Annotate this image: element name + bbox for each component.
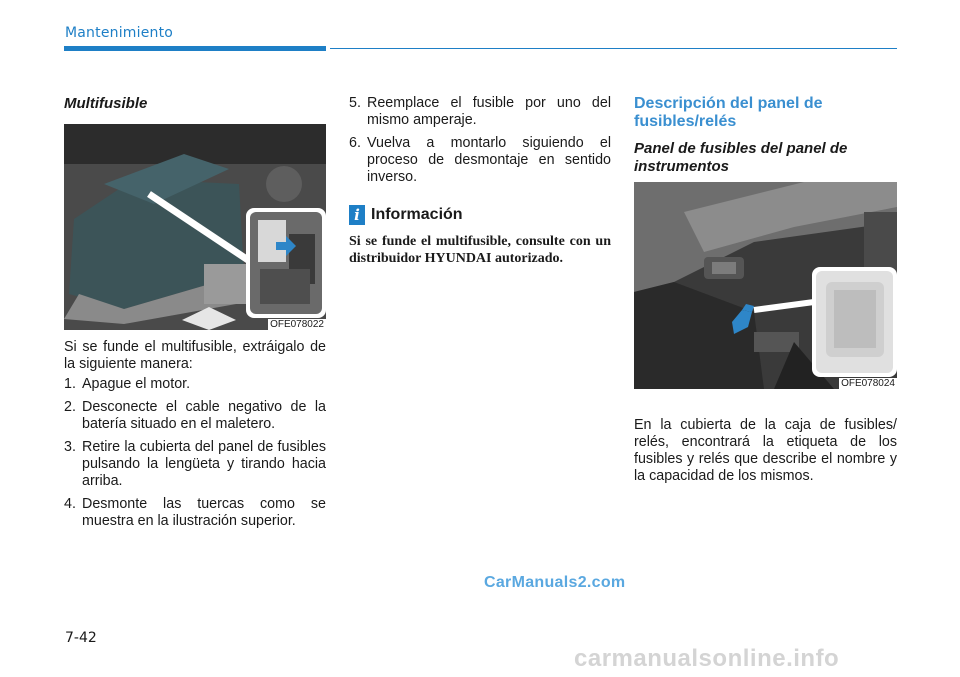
- instrument-panel-subheading: Panel de fusibles del panel de instrumentos: [634, 140, 848, 175]
- list-item: 1. Apague el motor.: [64, 376, 191, 392]
- info-title: Información: [371, 206, 463, 223]
- panel-description-text: En la cubierta de la caja de fusibles/ relés, encontrará la etiqueta de los fusibles y relés que describe el nombre y la capacidad de los mismos.: [634, 417, 897, 484]
- multifuse-heading: Multifusible: [64, 95, 148, 112]
- info-icon: i: [349, 205, 365, 225]
- info-text: Si se funde el multifusible, consulte con un distribuidor HYUNDAI autorizado.: [349, 234, 611, 266]
- list-item: 4. Desmonte las tuercas como se muestra en la ilustración superior.: [64, 496, 326, 529]
- header-rule-thin: [330, 48, 897, 49]
- header-rule-thick: [64, 46, 326, 51]
- info-header: [349, 205, 463, 225]
- watermark-carmanuals2: CarManuals2.com: [484, 574, 626, 591]
- engine-bay-photo: [64, 124, 326, 330]
- page-number: 7-42: [65, 630, 97, 646]
- photo-code: OFE078022: [270, 319, 324, 330]
- photo-code: OFE078024: [841, 378, 895, 389]
- engine-bay-illustration: [64, 124, 326, 330]
- multifuse-intro: Si se funde el multifusible, extráigalo de la siguiente manera:: [64, 339, 326, 372]
- section-title: Mantenimiento: [65, 25, 174, 41]
- list-item: 6. Vuelva a montarlo siguiendo el proceso de desmontaje en sentido inverso.: [349, 135, 611, 185]
- instrument-panel-photo: [634, 182, 897, 389]
- steps-list-2: [349, 95, 611, 192]
- list-item: 2. Desconecte el cable negativo de la batería situado en el maletero.: [64, 399, 326, 432]
- watermark-carmanualsonline: carmanualsonline.info: [574, 645, 840, 672]
- list-item: 3. Retire la cubierta del panel de fusibles pulsando la lengüeta y tirando hacia arriba.: [64, 439, 326, 489]
- list-item: 5. Reemplace el fusible por uno del mismo amperaje.: [349, 95, 611, 128]
- instrument-panel-illustration: [634, 182, 897, 389]
- panel-description-heading: Descripción del panel de fusibles/relés: [634, 95, 823, 130]
- steps-list-1: [64, 376, 326, 536]
